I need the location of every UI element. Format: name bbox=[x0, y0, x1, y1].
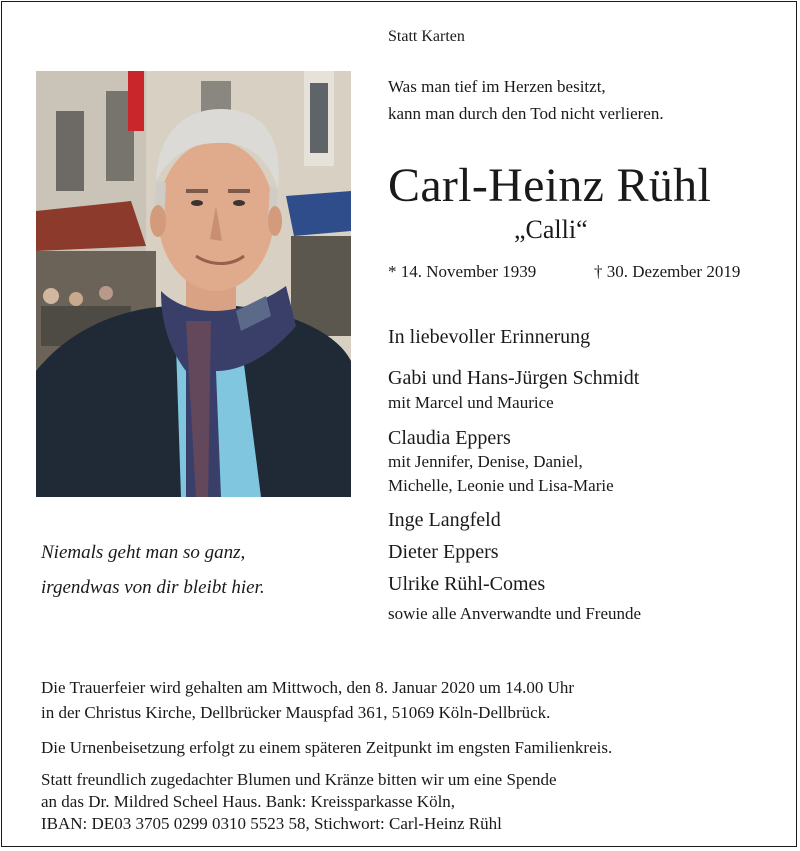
mourner-sub: Michelle, Leonie und Lisa-Marie bbox=[388, 476, 614, 495]
life-dates bbox=[388, 262, 741, 282]
portrait-photo-illustration bbox=[36, 71, 351, 497]
mourner-name: Ulrike Rühl-Comes bbox=[388, 573, 546, 595]
burial-line: Die Urnenbeisetzung erfolgt zu einem späteren Zeitpunkt im engsten Familienkreis. bbox=[41, 738, 613, 757]
mourner-name: Gabi und Hans-Jürgen Schmidt bbox=[388, 367, 640, 389]
mourner-sub: mit Jennifer, Denise, Daniel, bbox=[388, 452, 583, 471]
poem-line-1: Niemals geht man so ganz, bbox=[41, 542, 246, 563]
birth-date: * 14. November 1939 bbox=[388, 262, 537, 281]
donation-line-1: Statt freundlich zugedachter Blumen und Kränze bitten wir um eine Spende bbox=[41, 770, 557, 789]
memory-line: In liebevoller Erinnerung bbox=[388, 326, 591, 348]
mourner-name: Claudia Eppers bbox=[388, 427, 511, 449]
nickname: „Calli“ bbox=[514, 215, 588, 244]
donation-line-3: IBAN: DE03 3705 0299 0310 5523 58, Stichwort: Carl-Heinz Rühl bbox=[41, 814, 502, 833]
mourner-name: Inge Langfeld bbox=[388, 509, 501, 531]
donation-line-2: an das Dr. Mildred Scheel Haus. Bank: Kreissparkasse Köln, bbox=[41, 792, 456, 811]
poem-line-2: irgendwas von dir bleibt hier. bbox=[41, 577, 265, 598]
quote-line-1: Was man tief im Herzen besitzt, bbox=[388, 77, 606, 96]
mourner-name: Dieter Eppers bbox=[388, 541, 499, 563]
service-line-2: in der Christus Kirche, Dellbrücker Mauspfad 361, 51069 Köln-Dellbrück. bbox=[41, 703, 551, 722]
quote-line-2: kann man durch den Tod nicht verlieren. bbox=[388, 104, 664, 123]
mourner-sub: mit Marcel und Maurice bbox=[388, 393, 554, 412]
header-text: Statt Karten bbox=[388, 28, 465, 45]
service-line-1: Die Trauerfeier wird gehalten am Mittwoch, den 8. Januar 2020 um 14.00 Uhr bbox=[41, 678, 575, 697]
portrait-photo bbox=[36, 71, 351, 497]
others-line: sowie alle Anverwandte und Freunde bbox=[388, 604, 642, 623]
death-date: † 30. Dezember 2019 bbox=[594, 262, 741, 281]
deceased-name: Carl-Heinz Rühl bbox=[388, 159, 712, 212]
